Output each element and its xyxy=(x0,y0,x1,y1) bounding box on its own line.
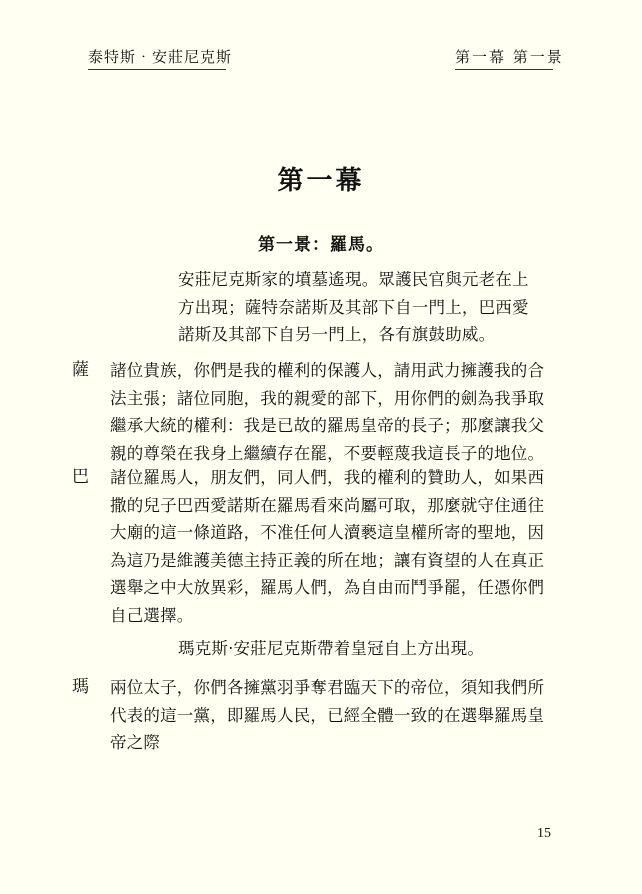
running-header-title: 泰特斯‧安莊尼克斯 xyxy=(88,46,226,70)
direction-line: 方出現；薩特奈諾斯及其部下自一門上，巴西愛 xyxy=(178,297,529,317)
direction-line: 諾斯及其部下自另一門上，各有旗鼓助威。 xyxy=(178,325,496,344)
stage-direction xyxy=(178,635,572,663)
speaker-name: 瑪 xyxy=(72,677,89,697)
speech-line: 為這乃是維護美德主持正義的所在地；讓有資望的人在真正 xyxy=(110,550,545,570)
direction-line: 安莊尼克斯家的墳墓遙現。眾護民官與元老在上 xyxy=(178,270,529,289)
direction-line: 瑪克斯‧安莊尼克斯帶着皇冠自上方出現。 xyxy=(178,639,485,658)
speech-line: 撒的兒子巴西愛諾斯在羅馬看來尚屬可取，那麼就守住通往 xyxy=(110,495,545,515)
speech-line: 法主張；諸位同胞，我的親愛的部下，用你們的劍為我爭取 xyxy=(110,388,545,408)
speech-line: 帝之際 xyxy=(110,733,161,752)
speaker-name: 薩 xyxy=(72,360,89,380)
speech-line: 諸位貴族，你們是我的權利的保護人，請用武力擁護我的合 xyxy=(110,361,545,380)
speech-line: 親的尊榮在我身上繼續存在罷，不要輕蔑我這長子的地位。 xyxy=(110,443,545,463)
speech-line: 繼承大統的權利：我是已故的羅馬皇帝的長子；那麼讓我父 xyxy=(110,416,545,435)
speech-text xyxy=(110,674,572,757)
speech-line: 諸位羅馬人，朋友們，同人們，我的權利的贊助人，如果西 xyxy=(110,468,545,487)
speech-line: 代表的這一黨，即羅馬人民，已經全體一致的在選舉羅馬皇 xyxy=(110,705,545,725)
speech-text xyxy=(110,357,572,467)
speech-line: 自己選擇。 xyxy=(110,605,194,625)
speech-line: 選舉之中大放異彩，羅馬人們，為自由而鬥爭罷，任憑你們 xyxy=(110,578,545,597)
speech-line: 兩位太子，你們各擁黨羽爭奪君臨天下的帝位，須知我們所 xyxy=(110,678,545,697)
speech-text xyxy=(110,464,572,629)
stage-direction xyxy=(178,266,572,349)
running-header-section: 第一幕 第一景 xyxy=(455,46,553,70)
act-title: 第一幕 xyxy=(277,166,365,196)
speech-line: 大廟的這一條道路，不准任何人瀆褻這皇權所寄的聖地，因 xyxy=(110,523,545,542)
scene-title: 第一景：羅馬。 xyxy=(258,235,384,255)
speaker-name: 巴 xyxy=(72,467,89,487)
page-number: 15 xyxy=(537,826,551,841)
